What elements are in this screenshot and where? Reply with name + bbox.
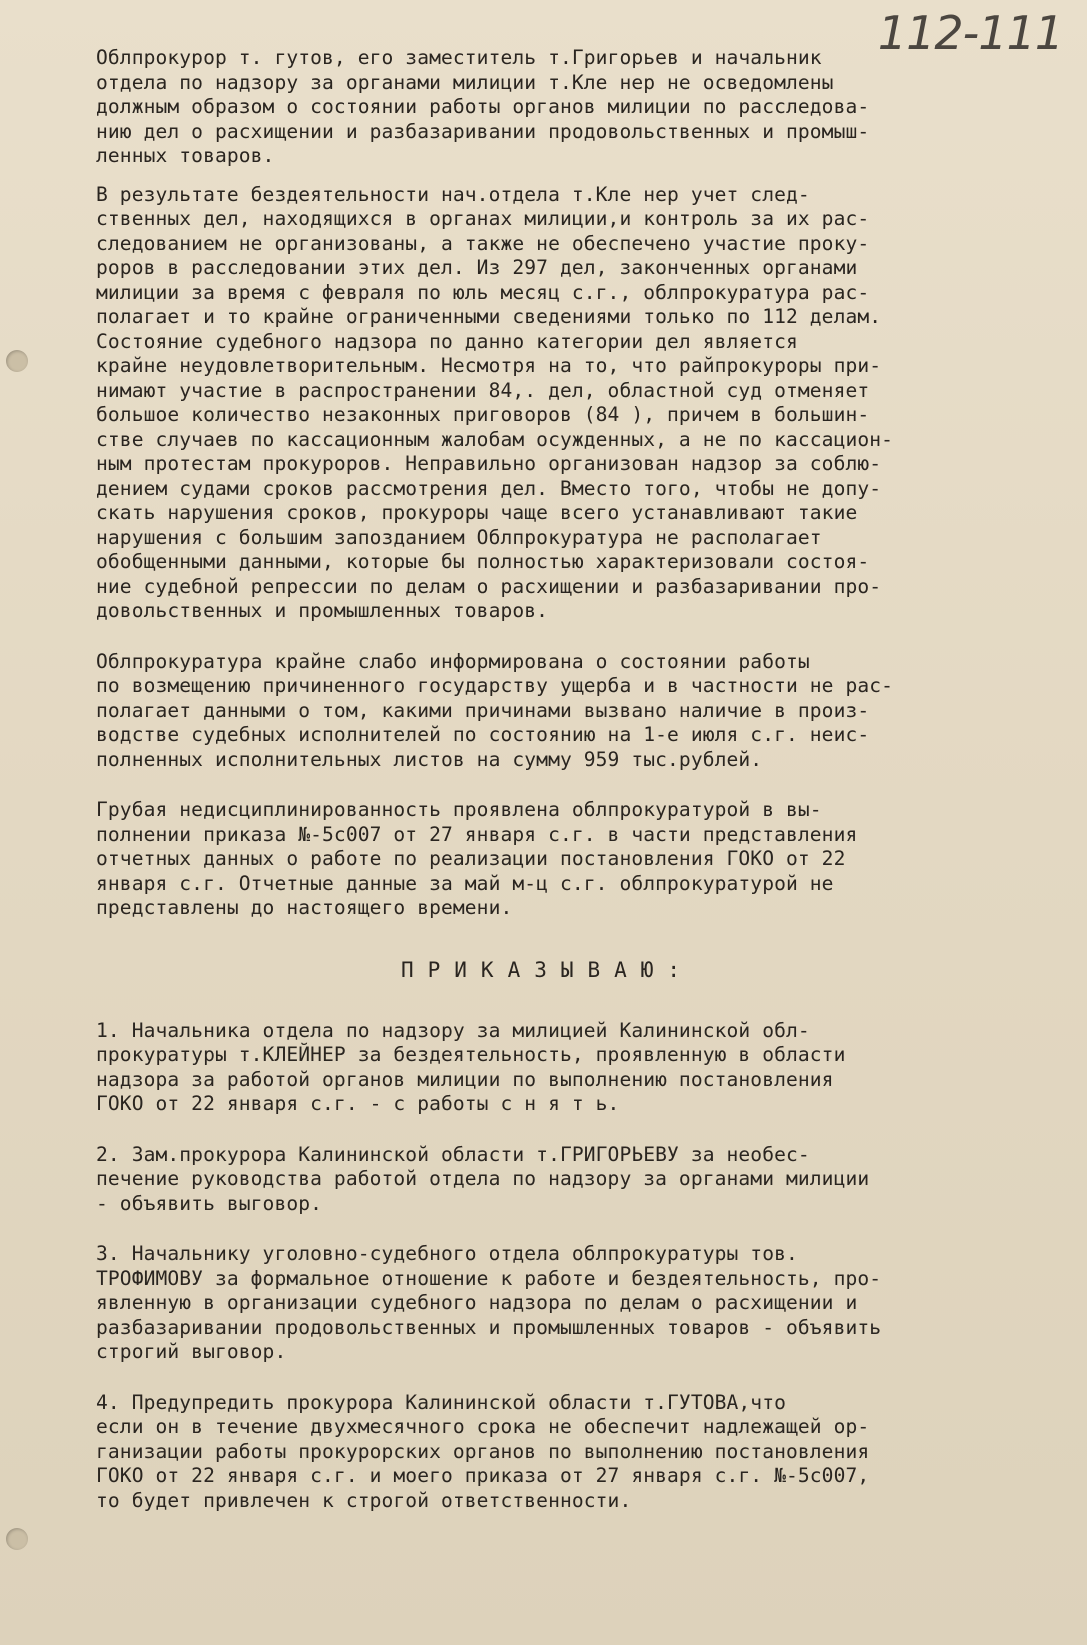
paragraph-intro: Облпрокурор т. гутов, его заместитель т.Григорьев и начальник отдела по надзору за органами милиции т.Кле нер не осведомлены должным образом о состоянии работы органов милиции по расследова- нию дел о расхищении и разбазаривании продовольственных и промыш- ленных товаров. [96, 46, 870, 167]
order-item-1: 1. Начальника отдела по надзору за милицией Калининской обл- прокуратуры т.КЛЕЙНЕР за бездеятельность, проявленную в области надзора за работой органов милиции по выполнению постановления ГОКО от 22 января с.г. - с работы с н я т ь. [96, 1018, 846, 1115]
punch-hole [6, 1528, 28, 1550]
punch-hole [6, 350, 28, 372]
paragraph-discipline: Грубая недисциплинированность проявлена облпрокуратурой в вы- полнении приказа №-5с007 от 27 января с.г. в части представления отчетных данных о работе по реализации постановления ГОКО от 22 января с.г. Отчетные данные за май м-ц с.г. облпрокуратурой не представлены до настоящего времени. [96, 798, 858, 919]
paragraph-damages: Облпрокуратура крайне слабо информирована о состоянии работы по возмещению причиненного государству ущерба и в частности не рас- полагает данными о том, какими причинами вызвано наличие в произ- водстве судебных исполнителей по состоянию на 1-е июля с.г. неис- полненных исполнительных листов на сумму 959 тыс.рублей. [96, 649, 894, 771]
document-body [96, 46, 1064, 1513]
order-item-4: 4. Предупредить прокурора Калининской области т.ГУТОВА,что если он в течение двухмесячного срока не обеспечит надлежащей ор- ганизации работы прокурорских органов по выполнению постановления ГОКО от 22 января с.г. и моего приказа от 27 января с.г. №-5с007, то будет привлечен к строгой ответственности. [96, 1390, 870, 1512]
page-number: 112-111 [877, 6, 1063, 60]
paragraph-investigation: В результате бездеятельности нач.отдела т.Кле нер учет след- ственных дел, находящихся в органах милиции,и контроль за их рас- следованием не организованы, а также не обеспечено участие проку- роров в расследовании этих дел. Из 297 дел, законченных органами милиции за время с февраля по юль месяц с.г., облпрокуратура рас- полагает и то крайне ограниченными сведениями только по 112 делам. Состояние судебного надзора по данно категории дел является крайне неудовлетворительным. Несмотря на то, что райпрокуроры при- нимают участие в распространении 84,. дел, областной суд отменяет большое количество незаконных приговоров (84 ), причем в большин- стве случаев по кассационным жалобам осужденных, а не по кассацион- ным протестам прокуроров. Неправильно организован надзор за соблю- дением судами сроков рассмотрения дел. Вместо того, чтобы не допу- скать нарушения сроков, прокуроры чаще всего устанавливают такие нарушения с большим запозданием Облпрокуратура не располагает обобщенными данными, которые бы полностью характеризовали состоя- ние судебной репрессии по делам о расхищении и разбазаривании про- довольственных и промышленных товаров. [96, 182, 894, 622]
order-item-3: 3. Начальнику уголовно-судебного отдела облпрокуратуры тов. ТРОФИМОВУ за формальное отношение к работе и бездеятельность, про- явленную в организации судебного надзора по делам о расхищении и разбазаривании продовольственных и промышленных товаров - объявить строгий выговор. [96, 1242, 882, 1363]
order-heading: ПРИКАЗЫВАЮ: [401, 957, 695, 982]
order-item-2: 2. Зам.прокурора Калининской области т.ГРИГОРЬЕВУ за необес- печение руководства работой отдела по надзору за органами милиции - объявить выговор. [96, 1142, 870, 1215]
